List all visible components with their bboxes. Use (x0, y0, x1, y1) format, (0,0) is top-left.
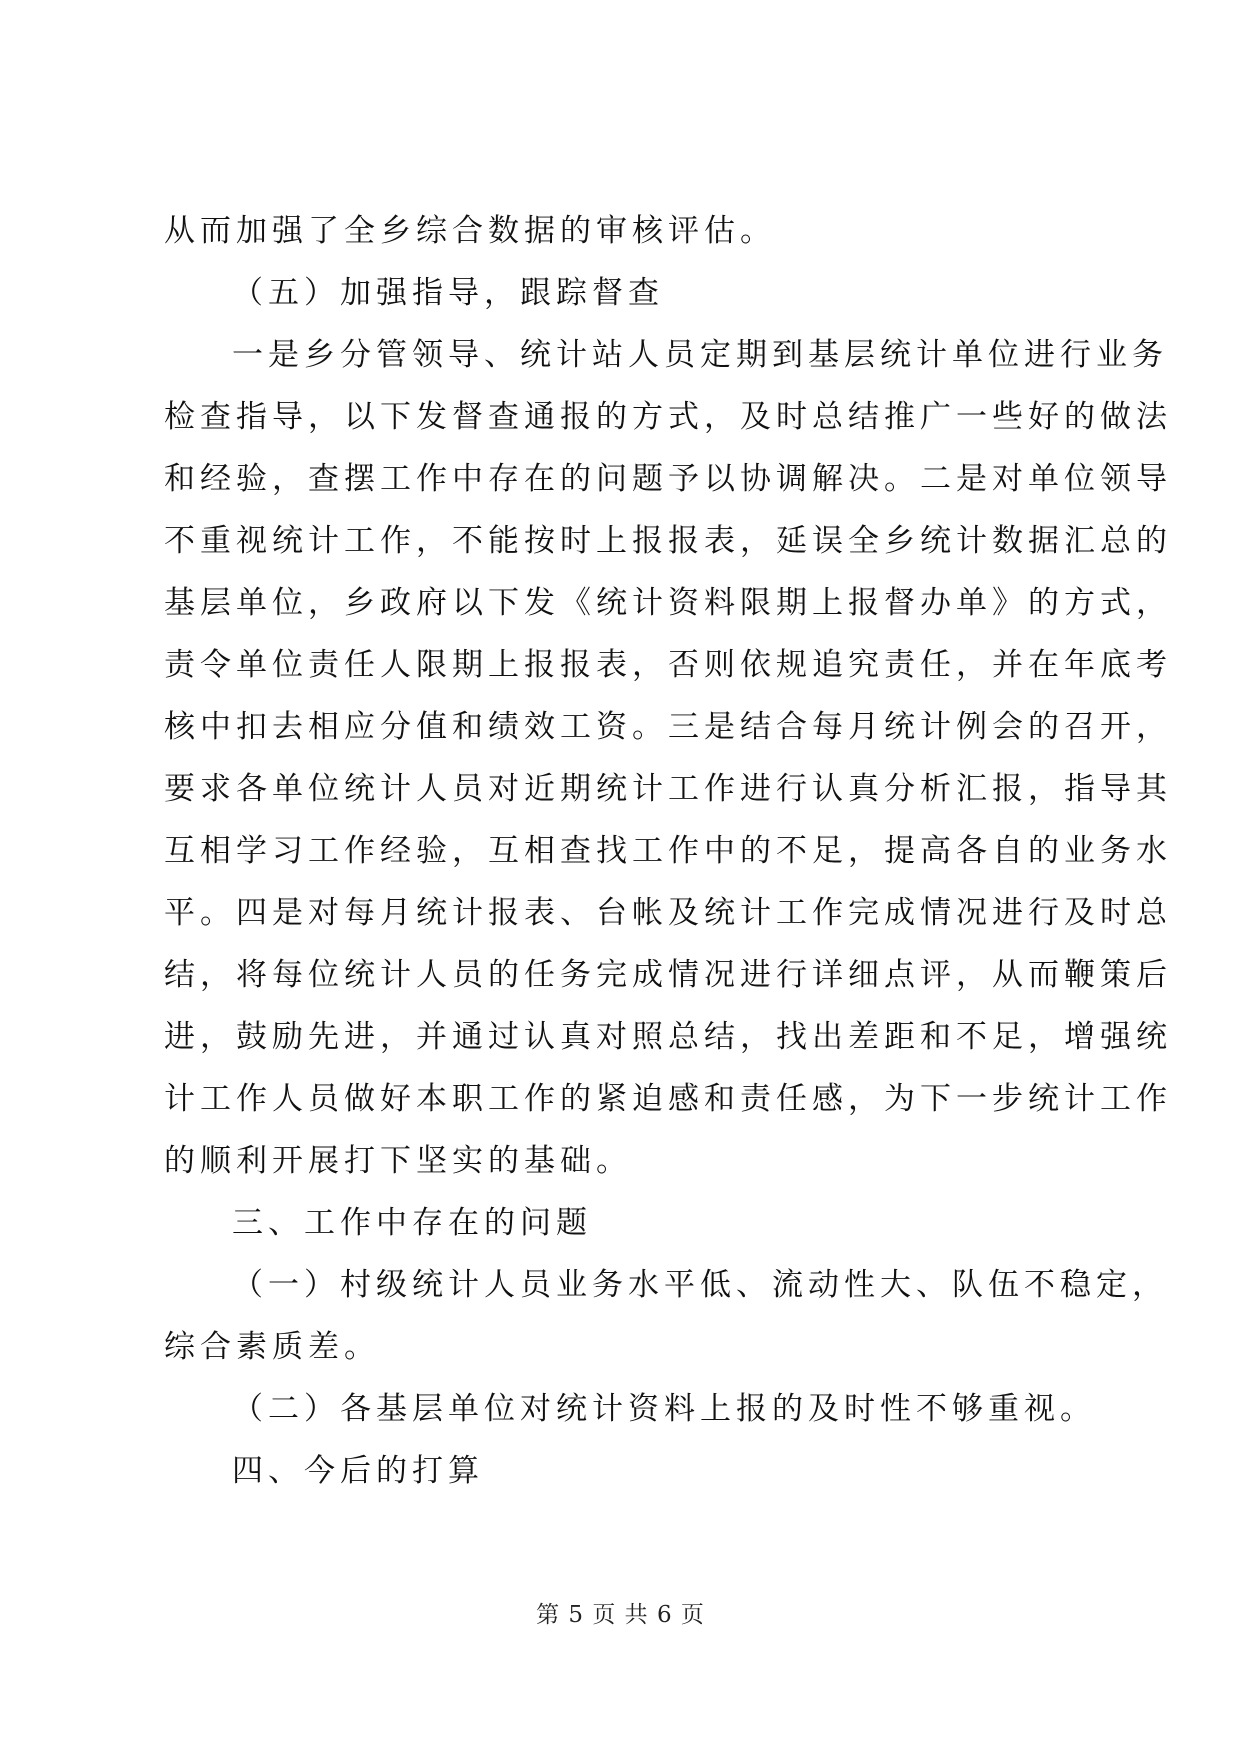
heading-line: （五）加强指导，跟踪督查 (232, 275, 664, 311)
text-line: 综合素质差。 (164, 1329, 380, 1365)
text-line: 基层单位，乡政府以下发《统计资料限期上报督办单》的方式， (164, 585, 1172, 621)
section-heading-guidance (164, 262, 1094, 324)
text-line: 一是乡分管领导、统计站人员定期到基层统计单位进行业务 (232, 337, 1168, 373)
text-line: （二）各基层单位对统计资料上报的及时性不够重视。 (232, 1391, 1096, 1427)
paragraph-guidance (164, 324, 1172, 1192)
text-line: 结，将每位统计人员的任务完成情况进行详细点评，从而鞭策后 (164, 957, 1172, 993)
text-line: 平。四是对每月统计报表、台帐及统计工作完成情况进行及时总 (164, 895, 1172, 931)
text-line: 进，鼓励先进，并通过认真对照总结，找出差距和不足，增强统 (164, 1019, 1172, 1055)
text-line: 责令单位责任人限期上报报表，否则依规追究责任，并在年底考 (164, 647, 1172, 683)
text-line: 互相学习工作经验，互相查找工作中的不足，提高各自的业务水 (164, 833, 1172, 869)
paragraph-problem-1 (164, 1254, 1168, 1378)
paragraph-problem-2 (164, 1378, 1094, 1440)
section-heading-plans (164, 1440, 1094, 1502)
text-line: 的顺利开展打下坚实的基础。 (164, 1143, 632, 1179)
text-line: （一）村级统计人员业务水平低、流动性大、队伍不稳定， (232, 1267, 1168, 1303)
page-number-footer: 第 5 页 共 6 页 (536, 1602, 705, 1628)
text-line: 要求各单位统计人员对近期统计工作进行认真分析汇报，指导其 (164, 771, 1172, 807)
text-line: 和经验，查摆工作中存在的问题予以协调解决。二是对单位领导 (164, 461, 1172, 497)
text-line: 核中扣去相应分值和绩效工资。三是结合每月统计例会的召开， (164, 709, 1172, 745)
text-line: 从而加强了全乡综合数据的审核评估。 (164, 213, 776, 249)
page-body (164, 200, 1172, 1502)
heading-line: 四、今后的打算 (232, 1453, 484, 1489)
text-line: 不重视统计工作，不能按时上报报表，延误全乡统计数据汇总的 (164, 523, 1172, 559)
heading-line: 三、工作中存在的问题 (232, 1205, 592, 1241)
paragraph-continuation (164, 200, 1094, 262)
section-heading-problems (164, 1192, 1094, 1254)
text-line: 计工作人员做好本职工作的紧迫感和责任感，为下一步统计工作 (164, 1081, 1172, 1117)
text-line: 检查指导，以下发督查通报的方式，及时总结推广一些好的做法 (164, 399, 1172, 435)
